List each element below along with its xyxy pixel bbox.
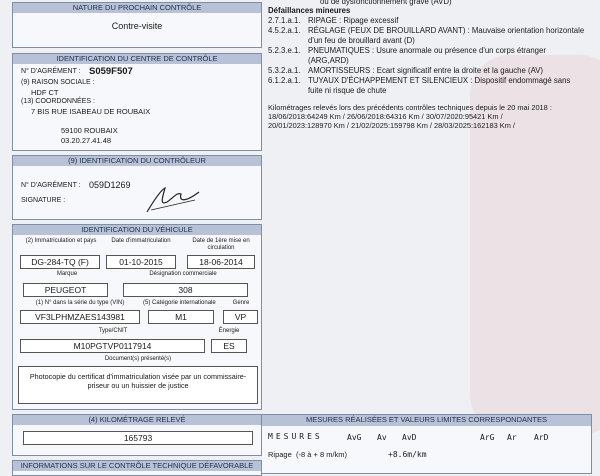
defect-text: d'un feu de brouillard avant (D) xyxy=(308,36,415,45)
energie-value: ES xyxy=(211,339,247,353)
designation-value: 308 xyxy=(123,283,248,297)
immat-label: (2) Immatriculation et pays xyxy=(25,238,97,244)
categorie-label: (5) Catégorie internationale xyxy=(143,300,216,306)
history-line-3: 20/01/2023:128970 Km / 21/02/2025:159798 Km / 28/03/2025:162183 Km / xyxy=(268,121,515,130)
vehicle-panel xyxy=(12,224,262,410)
genre-label: Genre xyxy=(232,300,250,306)
address-line-1: 7 BIS RUE ISABEAU DE ROUBAIX xyxy=(31,107,151,116)
docs-value: Photocopie du certificat d'immatriculation visée par un commissaire-priseur ou un huissier de justice xyxy=(18,366,258,404)
measures-col-avg: AvG xyxy=(347,433,362,442)
defect-text: AMORTISSEURS : Ecart significatif entre la droite et la gauche (AV) xyxy=(308,66,544,75)
defect-text: PNEUMATIQUES : Usure anormale ou présence d'un corps étranger xyxy=(308,46,546,55)
defect-code: 4.5.2.a.1. xyxy=(268,26,301,35)
measures-title: MESURES xyxy=(268,432,323,441)
defect-item xyxy=(268,46,546,55)
mileage-header: (4) KILOMÉTRAGE RELEVÉ xyxy=(13,415,261,425)
raison-value: HDF CT xyxy=(31,88,59,97)
vin-label: (1) N° dans la série du type (VIN) xyxy=(35,300,125,306)
measures-col-arg: ArG xyxy=(480,433,495,442)
date-first-label-2: circulation xyxy=(207,245,235,251)
date-first-value: 18-06-2014 xyxy=(187,255,255,269)
minor-defects-title: Défaillances mineures xyxy=(268,6,351,15)
address-line-2: 59100 ROUBAIX xyxy=(61,126,118,135)
centre-agreement-label: N° D'AGRÉMENT : xyxy=(21,68,81,75)
mileage-panel xyxy=(12,414,262,456)
measures-col-av: Av xyxy=(377,433,387,442)
date-immat-value: 01-10-2015 xyxy=(106,255,176,269)
defect-code: 5.2.3.e.1. xyxy=(268,46,301,55)
defect-text: fuite ni risque de chute xyxy=(308,86,387,95)
type-value: M10PGTVP0117914 xyxy=(20,339,205,353)
next-control-value: Contre-visite xyxy=(111,21,163,31)
centre-panel xyxy=(12,53,262,151)
defect-text: RÉGLAGE (FEUX DE BROUILLARD AVANT) : Mauvaise orientation horizontale xyxy=(308,26,585,35)
type-label: Type/CNIT xyxy=(98,328,128,334)
defect-item xyxy=(268,56,349,65)
designation-label: Désignation commerciale xyxy=(149,271,217,277)
defect-item xyxy=(268,76,570,85)
defect-item xyxy=(268,66,543,75)
immat-value: DG-284-TQ (F) xyxy=(20,255,100,269)
signature-icon xyxy=(143,182,203,216)
info-header: INFORMATIONS SUR LE CONTRÔLE TECHNIQUE DÉFAVORABLE xyxy=(13,461,261,471)
centre-agreement-value: S059F507 xyxy=(89,66,133,77)
measures-header: MESURES RÉALISÉES ET VALEURS LIMITES CORRESPONDANTES xyxy=(262,415,591,426)
measures-col-ard: ArD xyxy=(534,433,549,442)
defect-item xyxy=(268,26,584,35)
vehicle-header: IDENTIFICATION DU VÉHICULE xyxy=(13,225,261,235)
controller-panel xyxy=(12,155,262,220)
date-immat-label: Date d'immatriculation xyxy=(111,238,171,244)
defect-text: TUYAUX D'ÉCHAPPEMENT ET SILENCIEUX : Dispositif endommagé sans xyxy=(308,76,571,85)
info-panel xyxy=(12,460,262,476)
defect-code: 2.7.1.a.1. xyxy=(268,16,301,25)
raison-label: (9) RAISON SOCIALE : xyxy=(21,79,95,86)
date-first-label-1: Date de 1ère mise en xyxy=(192,238,250,244)
signature-label: SIGNATURE : xyxy=(21,197,66,204)
docs-label: Document(s) présenté(s) xyxy=(104,356,172,362)
controller-agreement-value: 059D1269 xyxy=(89,180,131,190)
centre-phone: 03.20.27.41.48 xyxy=(61,136,112,145)
next-control-panel xyxy=(12,2,262,48)
controller-agreement-label: N° D'AGRÉMENT : xyxy=(21,182,81,189)
vin-value: VF3LPHMZAES143981 xyxy=(20,310,140,324)
defect-item xyxy=(268,36,415,45)
categorie-value: M1 xyxy=(148,310,214,324)
defect-code: 5.3.2.a.1. xyxy=(268,66,301,75)
defect-text: (ARG,ARD) xyxy=(308,56,349,65)
measures-col-ar: Ar xyxy=(507,433,517,442)
ripage-label: Ripage xyxy=(268,450,292,459)
measures-col-avd: AvD xyxy=(402,433,417,442)
marque-value: PEUGEOT xyxy=(23,283,108,297)
centre-header: IDENTIFICATION DU CENTRE DE CONTRÔLE xyxy=(13,54,261,64)
ripage-limit: (-8 à + 8 m/km) xyxy=(296,450,348,459)
defect-item xyxy=(268,86,386,95)
history-line-2: 18/06/2018:64249 Km / 26/06/2018:64316 Km / 30/07/2020:95421 Km / xyxy=(268,112,503,121)
genre-value: VP xyxy=(223,310,258,324)
coord-label: (13) COORDONNÉES : xyxy=(21,98,95,105)
defect-top-line: ou de dysfonctionnement grave (AVD) xyxy=(320,0,452,6)
history-line-1: Kilométrages relevés lors des précédents contrôles techniques depuis le 20 mai 2018 : xyxy=(268,103,552,112)
measures-panel xyxy=(262,414,592,474)
defect-text: RIPAGE : Ripage excessif xyxy=(308,16,399,25)
marque-label: Marque xyxy=(56,271,78,277)
defect-item xyxy=(268,16,398,25)
next-control-header: NATURE DU PROCHAIN CONTRÔLE xyxy=(13,3,261,13)
mileage-value: 165793 xyxy=(23,431,253,445)
ripage-value: +8.6m/km xyxy=(388,450,427,459)
controller-header: (9) IDENTIFICATION DU CONTRÔLEUR xyxy=(13,156,261,166)
energie-label: Énergie xyxy=(218,328,240,334)
defect-code: 6.1.2.a.1. xyxy=(268,76,301,85)
